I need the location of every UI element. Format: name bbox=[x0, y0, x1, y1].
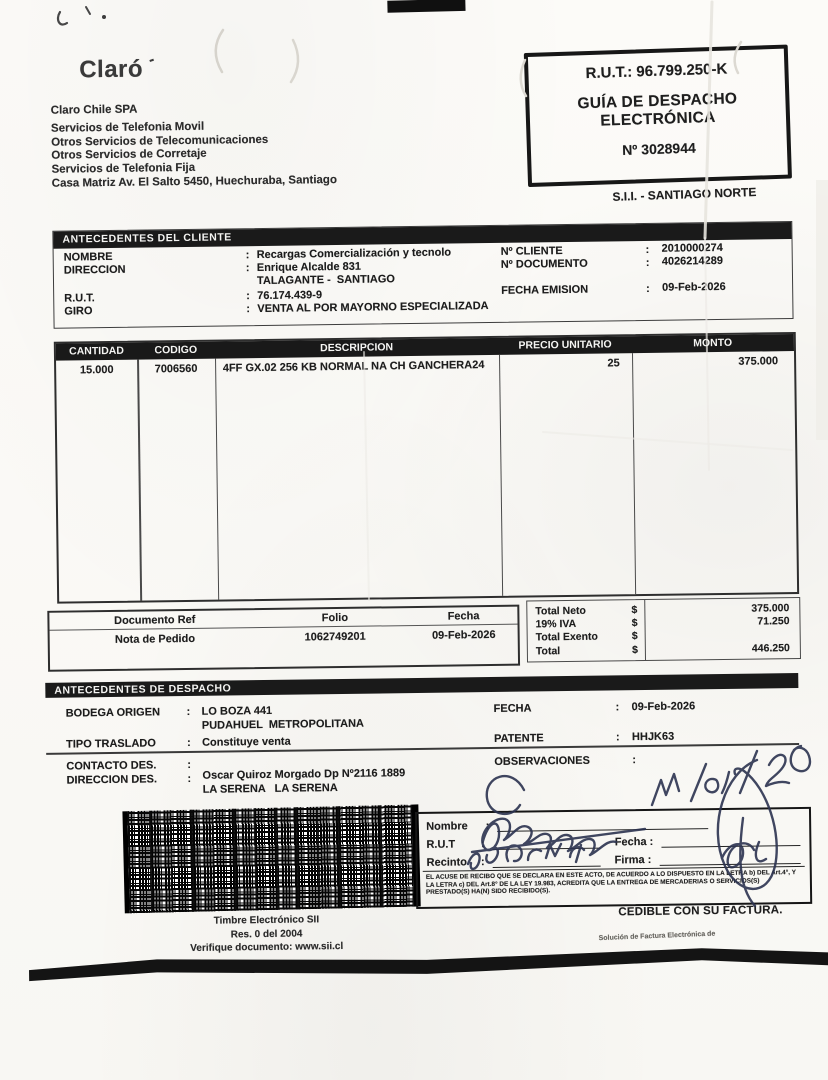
rut-stamp-box bbox=[524, 45, 792, 187]
receipt-acknowledgment-box bbox=[415, 807, 812, 909]
colon: : bbox=[246, 303, 251, 316]
receipt-legal-text: EL ACUSE DE RECIBO QUE SE DECLARA EN ESTE ACTO, DE ACUERDO A LO DISPUESTO EN LA LETRA b) DEL Art.4°, Y LA LETRA c) DEL Art.8° DE LA LEY 19.983, ACREDITA QUE LA ENTREGA DE MERCADERIAS O SERVICIOS(S) PRESTADO(S) HA(N) SIDO RECIBIDO(S). bbox=[423, 866, 805, 897]
client-nombre-label: NOMBRE bbox=[63, 250, 113, 264]
receipt-firma-label: Firma : bbox=[614, 853, 652, 867]
bodega-origen-value2: PUDAHUEL METROPOLITANA bbox=[201, 717, 365, 732]
cedible-label: CEDIBLE CON SU FACTURA. bbox=[618, 904, 783, 919]
claro-logo-text: Claró bbox=[79, 55, 144, 84]
client-section bbox=[52, 221, 793, 329]
company-address: Casa Matriz Av. El Salto 5450, Huechuraba, Santiago bbox=[51, 173, 338, 190]
client-rut-label: R.U.T. bbox=[64, 292, 95, 305]
iva-value: 71.250 bbox=[757, 615, 790, 628]
colon: : bbox=[615, 701, 620, 714]
client-direccion-value2: TALAGANTE - SANTIAGO bbox=[256, 273, 395, 288]
rut-signature-line bbox=[493, 836, 601, 850]
ref-fecha: 09-Feb-2026 bbox=[431, 628, 496, 642]
contacto-des-label: CONTACTO DES. bbox=[66, 759, 157, 773]
ref-header-fecha: Fecha bbox=[447, 610, 480, 623]
receipt-rut-label: R.U.T bbox=[426, 838, 456, 851]
client-rut-value: 76.174.439-9 bbox=[257, 289, 323, 303]
dispatch-section bbox=[3, 673, 828, 824]
colon: : bbox=[246, 290, 250, 303]
colon: : bbox=[632, 754, 637, 767]
client-number-value: 2010000274 bbox=[661, 241, 723, 255]
colon: : bbox=[186, 736, 191, 749]
claro-logo bbox=[79, 50, 158, 85]
colon: : bbox=[480, 856, 485, 869]
receipt-fecha-label: Fecha : bbox=[614, 835, 654, 849]
currency-symbol: $ bbox=[631, 617, 638, 630]
client-giro-value: VENTA AL POR MAYORNO ESPECIALIZADA bbox=[257, 300, 489, 316]
emission-date-value: 09-Feb-2026 bbox=[662, 280, 726, 294]
item-monto: 375.000 bbox=[738, 355, 779, 368]
item-descripcion: 4FF GX.02 256 KB NORMAL NA CH GANCHERA24 bbox=[222, 359, 485, 375]
client-direccion-label: DIRECCION bbox=[63, 263, 126, 277]
tipo-traslado-label: TIPO TRASLADO bbox=[65, 737, 156, 751]
colon: : bbox=[245, 249, 250, 262]
total-label: Total bbox=[535, 644, 561, 658]
stamp-rut: R.U.T.: 96.799.250-K bbox=[585, 60, 728, 83]
items-table bbox=[54, 332, 799, 604]
company-name: Claro Chile SPA bbox=[50, 103, 138, 117]
total-neto-label: Total Neto bbox=[535, 604, 586, 618]
dispatch-fecha-label: FECHA bbox=[493, 702, 532, 715]
bodega-origen-value: LO BOZA 441 bbox=[201, 704, 273, 718]
company-service-line: Servicios de Telefonia Movil bbox=[50, 120, 205, 135]
dispatch-section-title: ANTECEDENTES DE DESPACHO bbox=[54, 682, 232, 697]
document-number-label: Nº DOCUMENTO bbox=[500, 257, 588, 271]
direccion-des-label: DIRECCION DES. bbox=[66, 773, 158, 787]
ref-doc-type: Nota de Pedido bbox=[114, 632, 196, 646]
divider-line bbox=[46, 743, 799, 754]
header-precio-unitario: PRECIO UNITARIO bbox=[518, 338, 612, 352]
patente-value: HHJK63 bbox=[631, 730, 675, 744]
column-divider bbox=[632, 353, 637, 594]
reference-table bbox=[47, 605, 520, 672]
currency-symbol: $ bbox=[631, 604, 638, 617]
scan-artifact-black-mark bbox=[387, 0, 465, 13]
recinto-signature-line bbox=[493, 854, 601, 868]
currency-symbol: $ bbox=[631, 630, 638, 643]
header-monto: MONTO bbox=[693, 336, 733, 350]
header-codigo: CODIGO bbox=[154, 343, 198, 357]
company-service-line: Otros Servicios de Corretaje bbox=[51, 147, 207, 162]
pdf417-barcode bbox=[122, 804, 420, 913]
total-value: 446.250 bbox=[751, 641, 790, 655]
iva-label: 19% IVA bbox=[535, 618, 577, 631]
claro-logo-swoosh: - bbox=[146, 50, 158, 69]
dispatch-fecha-value: 09-Feb-2026 bbox=[631, 700, 696, 714]
company-service-line: Otros Servicios de Telecomunicaciones bbox=[51, 133, 269, 149]
header-cantidad: CANTIDAD bbox=[69, 344, 124, 358]
item-codigo: 7006560 bbox=[154, 362, 198, 376]
colon: : bbox=[187, 758, 192, 771]
bodega-origen-label: BODEGA ORIGEN bbox=[65, 706, 161, 720]
stamp-doc-type-line2: ELECTRÓNICA bbox=[600, 108, 716, 130]
colon: : bbox=[645, 256, 650, 269]
item-precio-unitario: 25 bbox=[607, 357, 620, 370]
colon: : bbox=[481, 838, 485, 851]
header-descripcion: DESCRIPCION bbox=[320, 341, 394, 355]
client-section-title: ANTECEDENTES DEL CLIENTE bbox=[62, 231, 232, 246]
colon: : bbox=[245, 262, 250, 275]
colon: : bbox=[615, 731, 620, 744]
totals-box bbox=[526, 597, 801, 663]
timbre-electronico-label: Timbre Electrónico SII bbox=[213, 914, 320, 927]
column-divider bbox=[137, 360, 142, 601]
company-service-line: Servicios de Telefonia Fija bbox=[51, 161, 196, 176]
direccion-des-value: Oscar Quiroz Morgado Dp Nº2116 1889 bbox=[202, 767, 406, 782]
column-divider bbox=[499, 355, 504, 596]
fecha-signature-line bbox=[661, 833, 800, 848]
patente-label: PATENTE bbox=[493, 732, 544, 745]
total-exento-label: Total Exento bbox=[535, 631, 599, 644]
colon: : bbox=[485, 820, 490, 833]
ref-header-folio: Folio bbox=[321, 611, 349, 625]
firma-signature-line bbox=[659, 851, 800, 866]
footer-provider-note: Solución de Factura Electrónica de bbox=[598, 930, 716, 943]
observaciones-label: OBSERVACIONES bbox=[494, 754, 590, 768]
stamp-folio-number: Nº 3028944 bbox=[621, 139, 696, 158]
total-neto-value: 375.000 bbox=[751, 602, 790, 615]
item-cantidad: 15.000 bbox=[79, 363, 114, 377]
client-number-label: Nº CLIENTE bbox=[500, 245, 563, 258]
colon: : bbox=[187, 772, 192, 785]
currency-symbol: $ bbox=[631, 643, 638, 656]
stamp-doc-type-line1: GUÍA DE DESPACHO bbox=[577, 90, 738, 113]
totals-labels bbox=[527, 600, 646, 662]
colon: : bbox=[646, 282, 650, 295]
ref-folio: 1062749201 bbox=[304, 630, 366, 644]
nombre-signature-line bbox=[497, 816, 708, 832]
direccion-des-value2: LA SERENA LA SERENA bbox=[202, 782, 338, 796]
document-number-value: 4026214289 bbox=[661, 254, 724, 268]
receipt-nombre-label: Nombre bbox=[426, 820, 468, 833]
ref-header-documento: Documento Ref bbox=[114, 613, 196, 627]
sii-office-label: S.I.I. - SANTIAGO NORTE bbox=[612, 184, 757, 204]
client-direccion-value: Enrique Alcalde 831 bbox=[256, 260, 362, 275]
client-giro-label: GIRO bbox=[64, 305, 93, 318]
timbre-verify-label: Verifique documento: www.sii.cl bbox=[190, 940, 344, 954]
totals-values bbox=[645, 598, 800, 660]
timbre-resolution-label: Res. 0 del 2004 bbox=[230, 928, 303, 940]
tipo-traslado-value: Constituye venta bbox=[201, 735, 291, 749]
colon: : bbox=[186, 705, 191, 718]
colon: : bbox=[645, 243, 650, 256]
receipt-recinto-label: Recinto bbox=[426, 856, 468, 869]
dispatch-section-header bbox=[45, 673, 798, 698]
emission-date-label: FECHA EMISION bbox=[501, 283, 589, 297]
column-divider bbox=[215, 359, 220, 600]
client-nombre-value: Recargas Comercialización y tecnolo bbox=[256, 246, 452, 262]
